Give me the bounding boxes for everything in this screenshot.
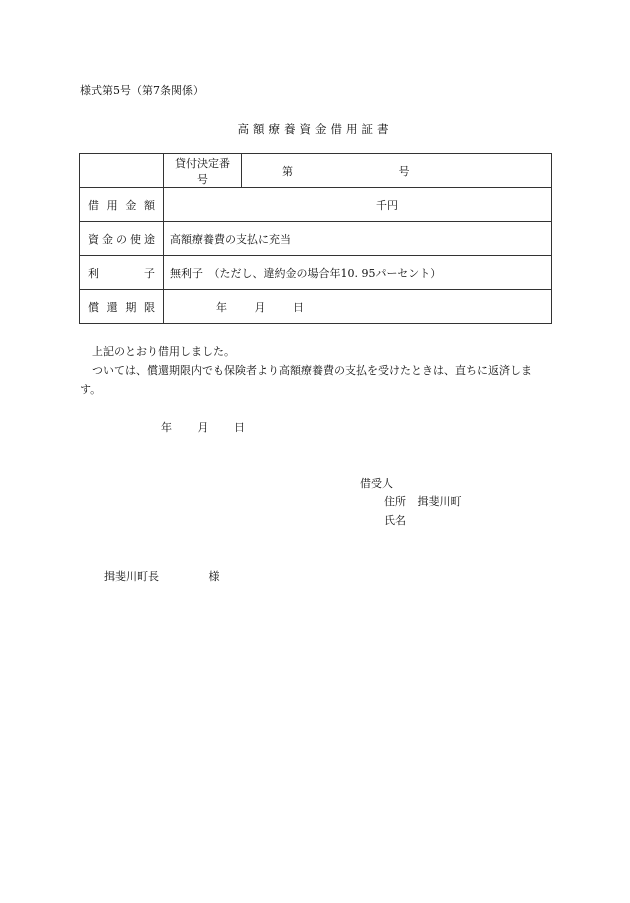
term-day: 日 — [293, 300, 304, 314]
term-month: 月 — [254, 300, 266, 314]
fund-purpose-row — [80, 222, 552, 256]
label-char: 限 — [143, 300, 155, 314]
date-day: 日 — [234, 421, 245, 434]
addressee-honorific: 様 — [208, 570, 220, 583]
label-char: 子 — [144, 266, 155, 280]
term-year: 年 — [216, 300, 227, 314]
label-char: 資 — [88, 232, 99, 246]
label-char: 期 — [125, 300, 137, 314]
interest-row — [80, 256, 552, 290]
loan-amount-row — [80, 188, 552, 222]
date-year: 年 — [161, 421, 172, 434]
label-char: 使 — [130, 232, 141, 246]
label-char: 還 — [106, 300, 118, 314]
document-title: 高額療養資金借用証書 — [237, 122, 393, 136]
borrower-heading: 借受人 — [360, 477, 393, 490]
interest-label — [80, 256, 164, 290]
amount-unit: 千円 — [376, 198, 398, 212]
address-label: 住所 — [384, 495, 406, 508]
decision-number-field — [242, 154, 552, 188]
repayment-term-row — [80, 290, 552, 324]
label-char: の — [116, 232, 127, 246]
fund-purpose-value: 高額療養費の支払に充当 — [164, 222, 552, 256]
label-char: 借 — [88, 198, 99, 212]
statement-paragraph-2: ついては、償還期限内でも保険者より高額療養費の支払を受けたときは、直ちに返済します。 — [80, 364, 532, 396]
loan-amount-label — [80, 188, 164, 222]
decision-number-suffix: 号 — [398, 164, 410, 178]
decision-number-row — [80, 154, 552, 188]
decision-number-label: 貸付決定番号 — [164, 154, 242, 188]
label-char: 利 — [88, 266, 99, 280]
label-char: 途 — [144, 232, 155, 246]
decision-number-prefix: 第 — [282, 164, 293, 178]
address-value: 揖斐川町 — [417, 495, 462, 508]
statement-paragraph-1: 上記のとおり借用しました。 — [92, 345, 235, 358]
form-number-label: 様式第5号（第7条関係） — [80, 84, 204, 97]
date-month: 月 — [197, 421, 209, 434]
label-char: 金 — [125, 198, 137, 212]
label-char: 償 — [88, 300, 99, 314]
blank-cell — [80, 154, 164, 188]
interest-value: 無利子 （ただし、違約金の場合年10. 95パーセント） — [164, 256, 552, 290]
loan-amount-field — [164, 188, 552, 222]
label-char: 用 — [106, 198, 118, 212]
fund-purpose-label — [80, 222, 164, 256]
repayment-term-label — [80, 290, 164, 324]
borrower-name-label: 氏名 — [384, 514, 406, 527]
addressee-name: 揖斐川町長 — [104, 570, 159, 583]
label-char: 額 — [143, 198, 155, 212]
label-char: 金 — [102, 232, 113, 246]
repayment-term-field — [164, 290, 552, 324]
date-line — [161, 419, 245, 435]
borrower-address — [384, 493, 462, 509]
loan-details-table — [79, 153, 552, 324]
addressee-line — [104, 568, 220, 584]
